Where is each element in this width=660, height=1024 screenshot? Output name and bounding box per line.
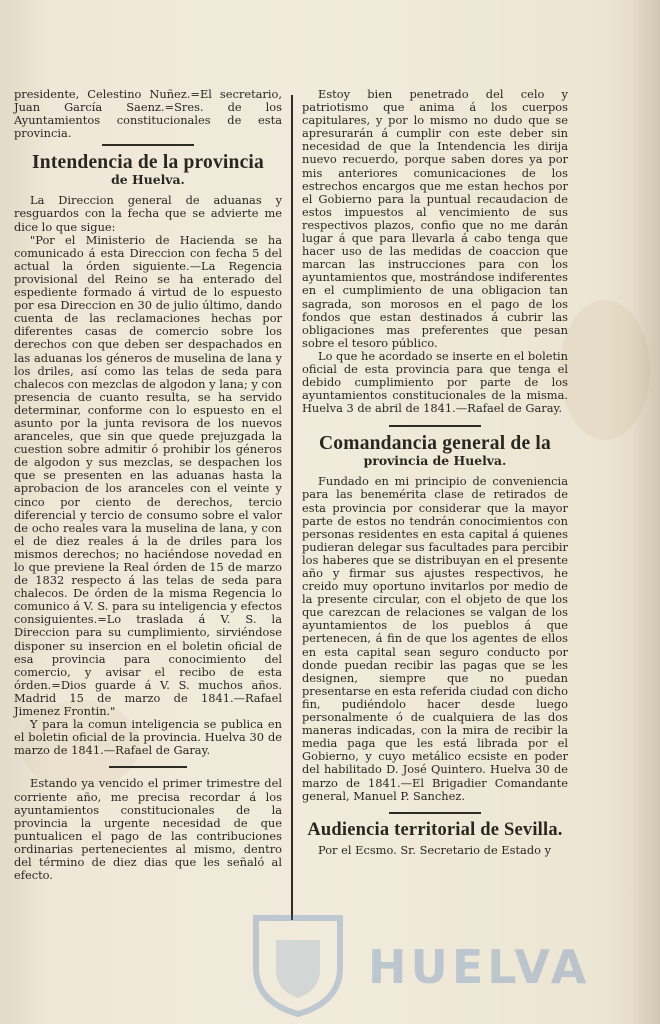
left-column bbox=[14, 88, 282, 882]
right-column bbox=[302, 88, 568, 857]
section-subtitle-intendencia: de Huelva. bbox=[111, 172, 185, 188]
article-paragraph: Lo que he acordado se inserte en el boletin oficial de esta provincia para que tenga el debido cumplimiento por parte de los ayuntamientos constitucionales de la misma. Huelva 3 de abril de 1841.—Rafael de Garay. bbox=[302, 348, 569, 416]
article-paragraph: La Direccion general de aduanas y resguardos con la fecha que se advierte me dice lo que sigue: bbox=[14, 193, 282, 234]
watermark-text: HUELVA bbox=[368, 940, 591, 994]
shield-icon bbox=[248, 910, 348, 1018]
section-title-intendencia: Intendencia de la provincia bbox=[31, 152, 265, 174]
paper-stain bbox=[560, 300, 650, 440]
section-title-audiencia: Audiencia territorial de Sevilla. bbox=[307, 819, 563, 840]
section-rule bbox=[109, 766, 187, 768]
intro-paragraph: presidente, Celestino Nuñez.=El secretario, Juan García Saenz.=Sres. de los Ayuntamientos constitucionales de esta provincia. bbox=[14, 87, 282, 141]
article-paragraph: "Por el Ministerio de Hacienda se ha comunicado á esta Direccion con fecha 5 del actual la órden siguiente.—La Regencia provisional del Reino se ha enterado del espediente formado á virtud de lo espuesto por esa Direccion en 30 de julio último, dando cuenta de las reclamaciones hechas por diferentes casas de comercio sobre los derechos con que deben ser despachados en las aduanas los géneros de muselina de lana y los driles, así como las telas de seda para chalecos con mezclas de algodon y lana; y con presencia de cuanto resulta, se ha servido determinar, conforme con lo espuesto en el asunto por la junta revisora de los nuevos aranceles, que sin que quede prejuzgada la cuestion sobre admitir ó prohibir los géneros de algodon y sus mezclas, se despachen los que se presenten en las aduanas hasta la aprobacion de los aranceles con el veinte y cinco por ciento de derechos, tercio diferencial y tercio de consumo sobre el valor de ocho reales vara la muselina de lana, y con el de diez reales á la de driles para los mismos derechos; no haciéndose novedad en lo que previene la Real órden de 15 de marzo de 1832 respecto á las telas de seda para chalecos. De órden de la misma Regencia lo comunico á V. S. para su inteligencia y efectos consiguientes.=Lo traslada á V. S. la Direccion para su cumplimiento, sirviéndose disponer su insercion en el boletin oficial de esa provincia para conocimiento del comercio, y avisar el recibo de esta órden.=Dios guarde á V. S. muchos años. Madrid 15 de marzo de 1841.—Rafael Jimenez Frontin." bbox=[14, 232, 282, 719]
article-paragraph: Estando ya vencido el primer trimestre del corriente año, me precisa recordar á los ayuntamientos constitucionales de la provincia la urgente necesidad de que puntualicen el pago de las contribuciones ordinarias pertenecientes al mismo, dentro del término de diez dias que les señaló al efecto. bbox=[14, 776, 282, 883]
section-rule bbox=[102, 144, 194, 146]
article-paragraph: Estoy bien penetrado del celo y patriotismo que anima á los cuerpos capitulares, y por lo mismo no dudo que se apresurarán á cumplir con este deber sin necesidad de que la Intendencia les dirija nuevo recuerdo, porque saben dores ya por mis anteriores comunicaciones de los estrechos encargos que me estan hechos por el Gobierno para la puntual recaudacion de estos impuestos al vencimiento de sus respectivos plazos, confio que no me darán lugar á que para llevarla á cabo tenga que hacer uso de las medidas de coaccion que marcan las instrucciones para con los ayuntamientos que, mostrándose indiferentes en el cumplimiento de una obligacion tan sagrada, son morosos en el pago de los fondos que estan destinados á cubrir las obligaciones mas preferentes que pesan sobre el tesoro público. bbox=[302, 87, 568, 350]
article-paragraph: Fundado en mi principio de conveniencia para las benemérita clase de retirados de esta provincia por considerar que la mayor parte de estos no tendrán conocimientos con personas residentes en esta capital á quienes pudieran delegar sus facultades para percibir los haberes que se distribuyan en el presente año y firmar sus ajustes respectivos, he creido muy oportuno invitarlos por medio de la presente circular, con el objeto de que los que carezcan de relaciones se valgan de los ayuntamientos de los pueblos á que pertenecen, á fin de que los agentes de ellos en esta capital sean seguro conducto por donde puedan recibir las pagas que se les designen, siempre que no puedan presentarse en esta referida ciudad con dicho fin, pudiéndolo hacer desde luego personalmente ó de cualquiera de las dos maneras indicadas, con la mira de recibir la media paga que les está librada por el Gobierno, y cuyo metálico ecsiste en poder del habilitado D. José Quintero. Huelva 30 de marzo de 1841.—El Brigadier Comandante general, Manuel P. Sanchez. bbox=[302, 474, 568, 803]
article-paragraph: Por el Ecsmo. Sr. Secretario de Estado y bbox=[318, 842, 552, 857]
column-divider bbox=[291, 95, 293, 920]
section-subtitle-comandancia: provincia de Huelva. bbox=[363, 453, 507, 469]
article-paragraph: Y para la comun inteligencia se publica en el boletin oficial de la provincia. Huelva 30 de marzo de 1841.—Rafael de Garay. bbox=[14, 717, 282, 758]
section-rule bbox=[389, 812, 481, 814]
library-watermark bbox=[248, 910, 591, 1020]
section-rule bbox=[389, 425, 481, 427]
section-title-comandancia: Comandancia general de la bbox=[319, 433, 551, 455]
